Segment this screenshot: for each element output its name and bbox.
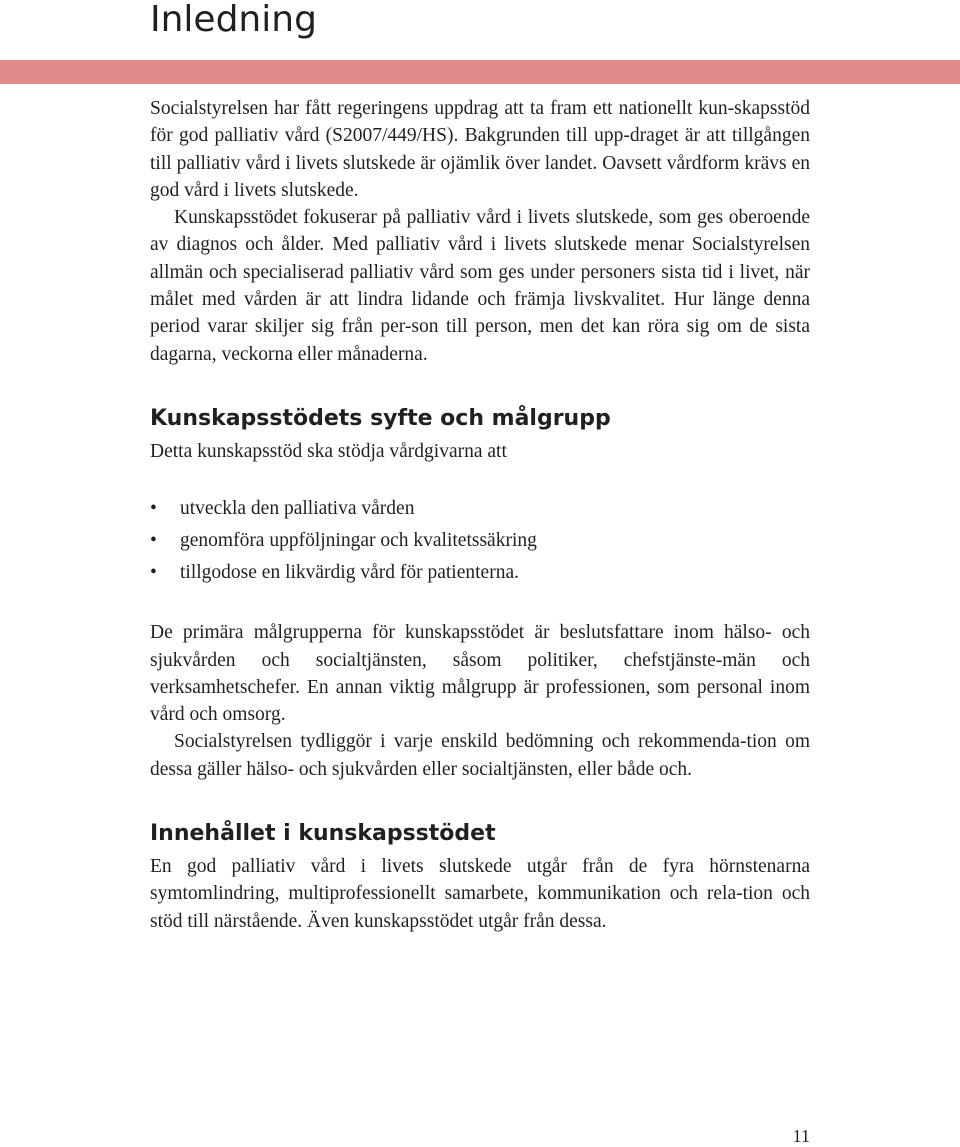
section-heading-purpose: Kunskapsstödets syfte och målgrupp: [150, 405, 611, 431]
page-number: 11: [792, 1126, 810, 1146]
bullet-icon: •: [150, 498, 157, 520]
header-accent-bar: [0, 60, 960, 84]
purpose-lead: Detta kunskapsstöd ska stödja vårdgivarna att: [150, 440, 507, 462]
target-groups-paragraph: De primära målgrupperna för kunskapsstödet är beslutsfattare inom hälso- och sjukvården och socialtjänsten, såsom politiker, chefstjänste-män och verksamhetschefer. En annan viktig målgrupp är professionen, som personal inom vård och omsorg.: [150, 622, 810, 726]
bullet-icon: •: [150, 530, 157, 552]
page-title: Inledning: [150, 0, 317, 40]
intro-paragraph-2: Kunskapsstödet fokuserar på palliativ vård i livets slutskede, som ges oberoende av diagnos och ålder. Med palliativ vård i livets slutskede menar Socialstyrelsen allmän och specialiserad palliativ vård som ges under personers sista tid i livet, när målet med vården är att lindra lidande och främja livskvalitet. Hur länge denna period varar skiljer sig från per-son till person, men det kan röra sig om de sista dagarna, veckorna eller månaderna.: [150, 207, 810, 365]
content-paragraph: En god palliativ vård i livets slutskede utgår från de fyra hörnstenarna symtomlindring, multiprofessionellt samarbete, kommunikation och rela-tion och stöd till närstående. Även kunskapsstödet utgår från dessa.: [150, 856, 810, 932]
intro-paragraph-1: Socialstyrelsen har fått regeringens uppdrag att ta fram ett nationellt kun-skapsstöd för god palliativ vård (S2007/449/HS). Bakgrunden till upp-draget är att tillgången till palliativ vård i livets slutskede är ojämlik över landet. Oavsett vårdform krävs en god vård i livets slutskede.: [150, 98, 810, 201]
purpose-list: [150, 493, 810, 589]
list-item: • utveckla den palliativa vården: [150, 493, 810, 525]
list-item: • genomföra uppföljningar och kvalitetssäkring: [150, 525, 810, 557]
recommendation-paragraph: Socialstyrelsen tydliggör i varje enskild bedömning och rekommenda-tion om dessa gäller hälso- och sjukvården eller socialtjänsten, eller både och.: [150, 731, 810, 780]
section-heading-content: Innehållet i kunskapsstödet: [150, 821, 496, 847]
bullet-icon: •: [150, 562, 157, 584]
list-item: • tillgodose en likvärdig vård för patienterna.: [150, 557, 810, 589]
main-content: [150, 95, 810, 935]
